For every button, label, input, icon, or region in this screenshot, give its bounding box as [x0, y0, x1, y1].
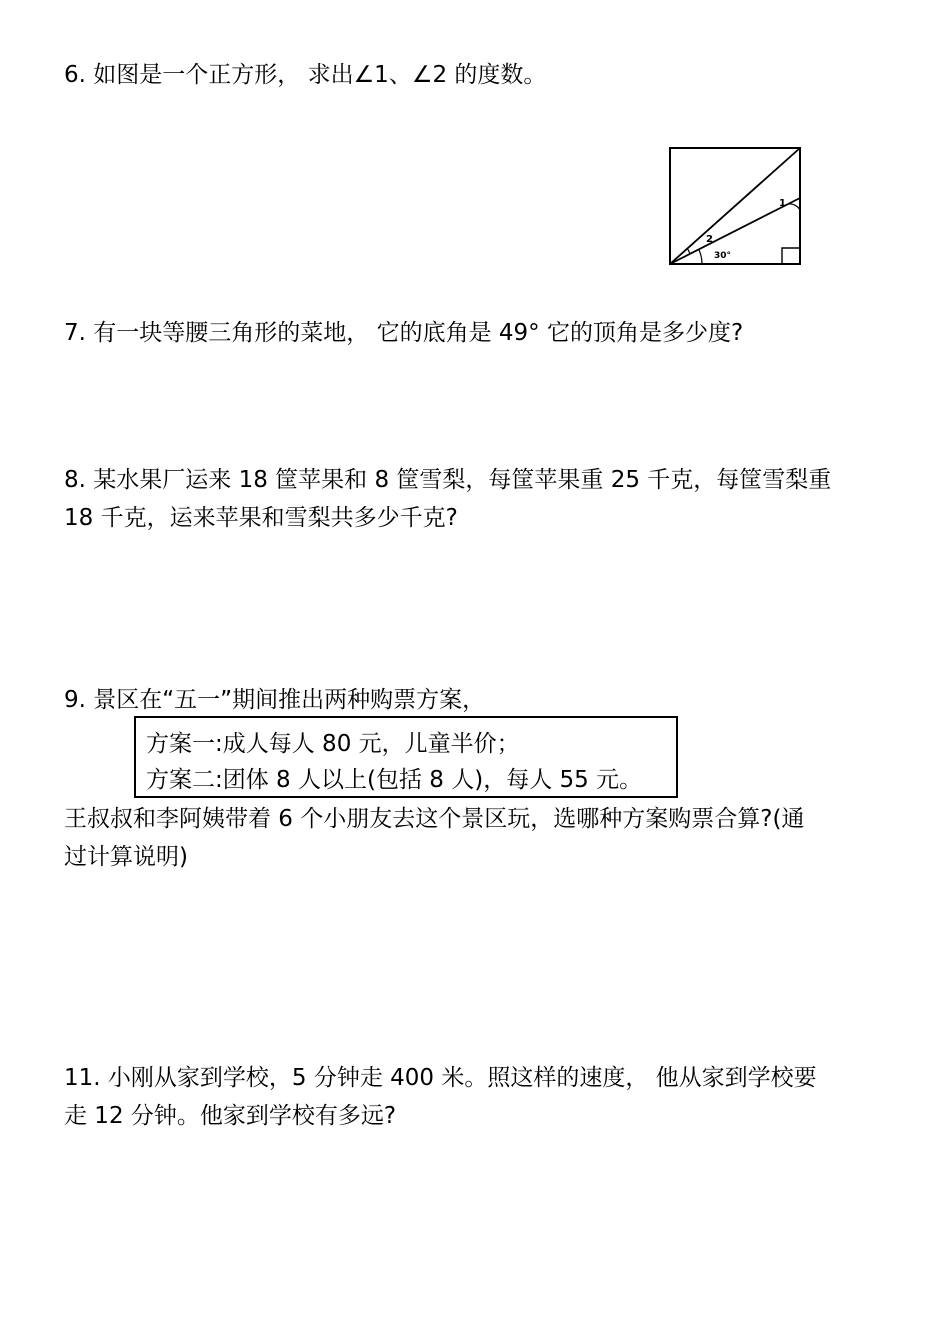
- question-9-line-2: 过计算说明): [64, 844, 188, 870]
- square-angle-figure: [666, 144, 804, 268]
- angle-2-arc: [687, 248, 690, 254]
- question-8-line-2: 18 千克，运来苹果和雪梨共多少千克?: [64, 505, 458, 531]
- question-9-line-1: 王叔叔和李阿姨带着 6 个小朋友去这个景区玩，选哪种方案购票合算?(通: [64, 806, 805, 832]
- angle-1-label: 1: [779, 198, 786, 209]
- ticket-plans-box: [134, 716, 678, 798]
- question-7-text: 7. 有一块等腰三角形的菜地， 它的底角是 49° 它的顶角是多少度?: [64, 320, 744, 346]
- plan-1-text: 方案一:成人每人 80 元，儿童半价；: [146, 731, 520, 757]
- plan-2-text: 方案二:团体 8 人以上(包括 8 人)，每人 55 元。: [146, 767, 643, 793]
- question-11-line-2: 走 12 分钟。他家到学校有多远?: [64, 1103, 397, 1129]
- angle-1-arc: [788, 204, 800, 210]
- question-8-line-1: 8. 某水果厂运来 18 筐苹果和 8 筐雪梨，每筐苹果重 25 千克，每筐雪梨重: [64, 467, 832, 493]
- question-11-line-1: 11. 小刚从家到学校，5 分钟走 400 米。照这样的速度， 他从家到学校要: [64, 1065, 817, 1091]
- angle-2-label: 2: [706, 234, 713, 245]
- question-6-text: 6. 如图是一个正方形， 求出∠1、∠2 的度数。: [64, 62, 547, 88]
- question-9-intro: 9. 景区在“五一”期间推出两种购票方案，: [64, 687, 486, 713]
- angle-30-label: 30°: [714, 251, 732, 261]
- right-angle-mark: [782, 248, 800, 264]
- angle-30-arc: [699, 250, 702, 264]
